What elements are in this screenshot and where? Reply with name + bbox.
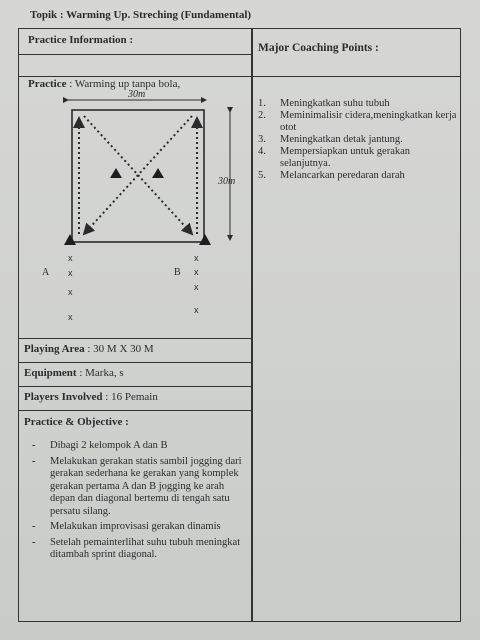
coaching-point-text: Meningkatkan suhu tubuh xyxy=(280,98,390,109)
coaching-point-text: Mempersiapkan untuk gerakan selanjutnya. xyxy=(280,146,411,169)
coaching-point-text: Melancarkan peredaran darah xyxy=(280,170,405,181)
player-a: x xyxy=(68,268,73,278)
equipment-label: Equipment xyxy=(24,367,77,379)
objective-item: - Setelah pemainterlihat suhu tubuh meningkat ditambah sprint diagonal. xyxy=(32,536,241,560)
players-label: Players Involved xyxy=(24,391,103,403)
player-b: x xyxy=(194,282,199,292)
cone-marker xyxy=(110,168,122,178)
objective-item: - Melakukan gerakan statis sambil jogging dari gerakan sederhana ke gerakan yang komplek gerakan pertama A dan B jogging ke arah depan dan diagonal bertemu di tengah satu persatu silang. xyxy=(32,455,242,517)
objective-text: Melakukan gerakan statis sambil jogging dari gerakan sederhana ke gerakan yang komplek gerakan pertama A dan B jogging ke arah depan dan diagonal bertemu di tengah satu persatu silang. xyxy=(50,455,242,517)
coaching-points-list xyxy=(258,98,458,182)
field-diagram xyxy=(28,88,248,328)
row-divider xyxy=(18,410,252,411)
practice-text: : Warming up tanpa bola, xyxy=(69,78,181,90)
coaching-point: 4. Mempersiapkan untuk gerakan selanjutnya. xyxy=(258,146,458,170)
objective-text: Setelah pemainterlihat suhu tubuh meningkat ditambah sprint diagonal. xyxy=(50,536,241,560)
player-b: x xyxy=(194,305,199,315)
practice-info-label: Practice Information : xyxy=(28,34,134,46)
objective-list xyxy=(32,440,242,565)
coaching-point: 2. Meminimalisir cidera,meningkatkan kerja otot xyxy=(258,110,457,133)
topic-value: : Warming Up. Streching (Fundamental) xyxy=(59,9,252,21)
equipment-value: : Marka, s xyxy=(79,367,124,379)
coaching-point: 1. Meningkatkan suhu tubuh xyxy=(258,98,390,109)
coaching-label: Major Coaching Points : xyxy=(258,42,379,54)
row-divider xyxy=(18,54,252,55)
group-a-label: A xyxy=(42,267,50,278)
playing-area-label: Playing Area xyxy=(24,343,85,355)
player-a: x xyxy=(68,253,73,263)
row-divider xyxy=(18,338,252,339)
coaching-point-text: Meminimalisir cidera,meningkatkan kerja otot xyxy=(280,110,457,133)
objective-text: Dibagi 2 kelompok A dan B xyxy=(50,440,168,451)
row-divider xyxy=(18,76,461,77)
group-b-label: B xyxy=(174,267,181,278)
cone-marker xyxy=(199,234,211,245)
objective-item: - Dibagi 2 kelompok A dan B xyxy=(32,440,168,451)
column-divider xyxy=(251,28,253,622)
practice-label: Practice xyxy=(28,78,67,90)
objective-text: Melakukan improvisasi gerakan dinamis xyxy=(50,521,221,532)
topic-line xyxy=(30,9,251,21)
cone-marker xyxy=(152,168,164,178)
row-divider xyxy=(18,386,252,387)
player-b: x xyxy=(194,267,199,277)
coaching-point: 3. Meningkatkan detak jantung. xyxy=(258,134,403,145)
cone-marker xyxy=(64,234,76,245)
player-a: x xyxy=(68,312,73,322)
width-label: 30m xyxy=(128,89,146,100)
players-value: : 16 Pemain xyxy=(105,391,158,403)
player-b: x xyxy=(194,253,199,263)
coaching-point: 5. Melancarkan peredaran darah xyxy=(258,170,405,181)
topic-label: Topik xyxy=(30,9,58,21)
coaching-point-text: Meningkatkan detak jantung. xyxy=(280,134,403,145)
height-label: 30m xyxy=(218,176,236,187)
objective-label: Practice & Objective : xyxy=(24,416,129,428)
row-divider xyxy=(18,362,252,363)
player-a: x xyxy=(68,287,73,297)
objective-item: - Melakukan improvisasi gerakan dinamis xyxy=(32,521,221,532)
playing-area-value: : 30 M X 30 M xyxy=(87,343,154,355)
